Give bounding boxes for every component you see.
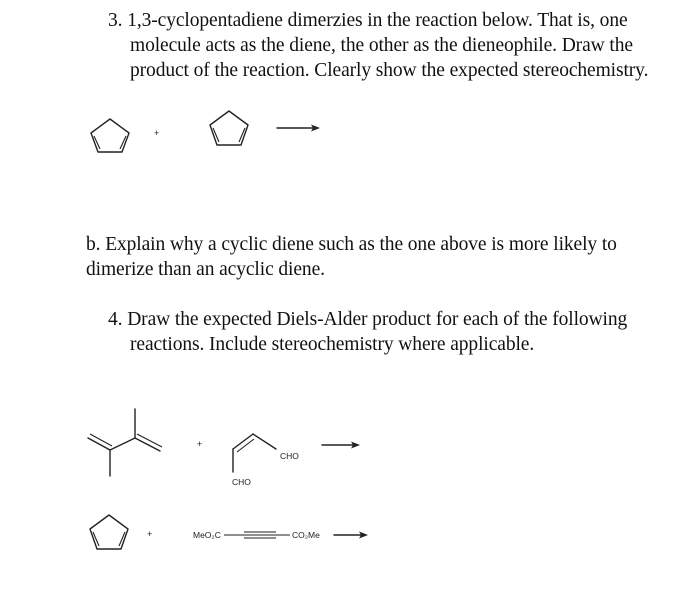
question-4-text: 4. Draw the expected Diels-Alder product for each of the following reactions. Include stereochemistry where applicable. xyxy=(108,309,628,355)
plus-sign: + xyxy=(197,439,203,449)
cyclopentadiene xyxy=(90,515,128,549)
alkyne-triple-bond xyxy=(224,532,290,538)
plus-sign: + xyxy=(154,128,160,138)
reaction-arrow xyxy=(334,532,368,539)
meo2c-label: MeO₂C xyxy=(193,530,221,540)
co2me-label: CO₂Me xyxy=(292,530,320,540)
plus-sign: + xyxy=(147,529,153,539)
question-3b-text: b. Explain why a cyclic diene such as the one above is more likely to dimerize than an acyclic diene. xyxy=(86,234,617,280)
question-3-text: 3. 1,3-cyclopentadiene dimerzies in the reaction below. That is, one molecule acts as the diene, the other as the dieneophile. Draw the product of the reaction. Clearly show the expected stereochemistry. xyxy=(108,10,649,81)
cho-label-top: CHO xyxy=(280,451,299,461)
cho-label-bottom: CHO xyxy=(232,477,251,487)
